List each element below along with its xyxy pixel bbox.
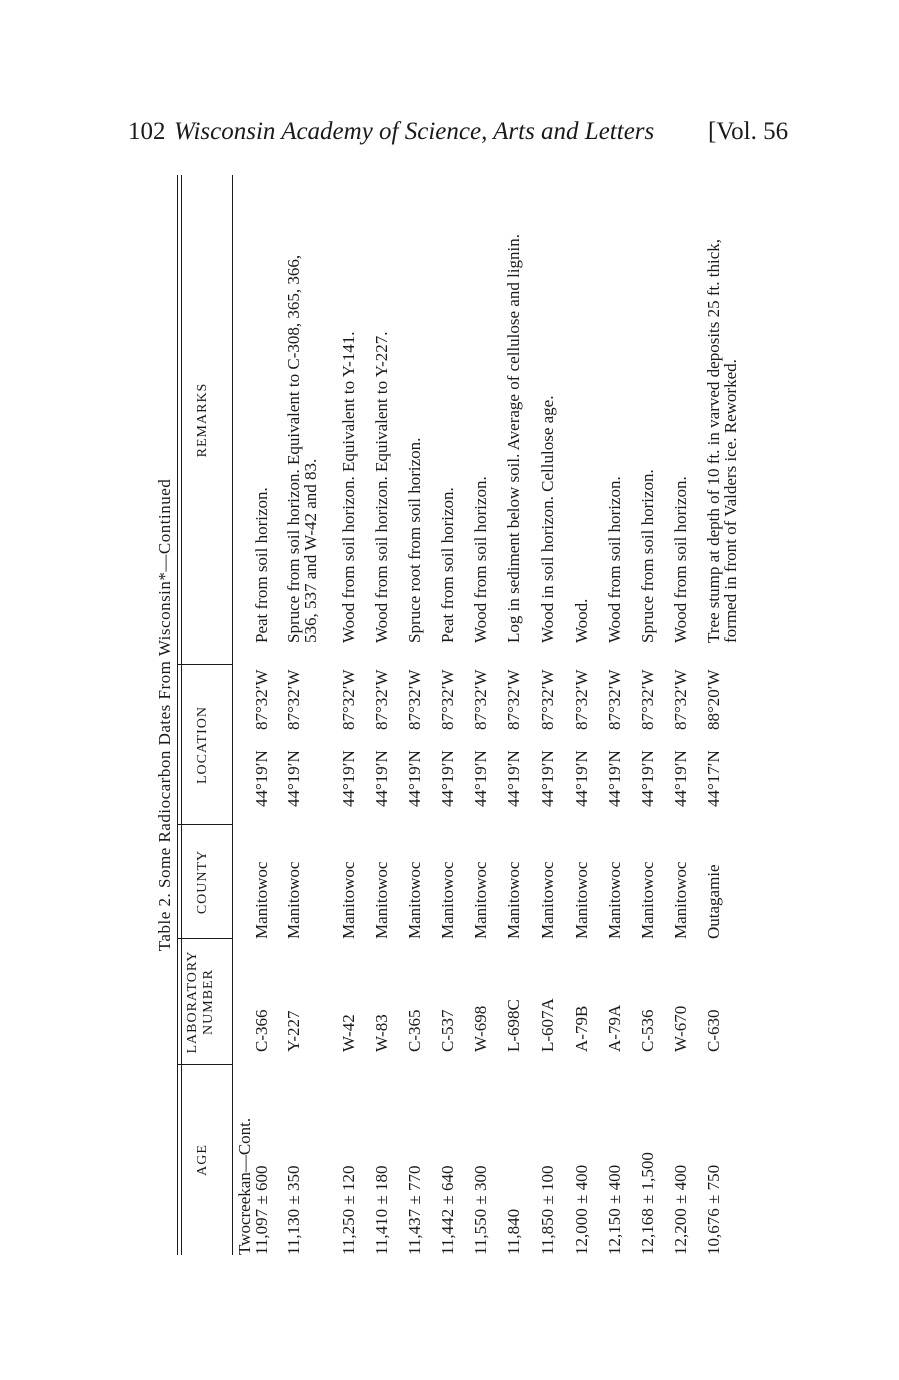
cell-latitude: 44°19′N [471, 750, 490, 807]
cell-lab-number: A-79A [605, 1004, 624, 1052]
cell-lab-number: C-536 [638, 1009, 657, 1052]
cell-remarks: Wood from soil horizon. Equivalent to Y-227. [372, 331, 391, 643]
cell-longitude: 88°20′W [704, 669, 723, 730]
cell-longitude: 87°32′W [339, 669, 358, 730]
cell-county: Manitowoc [405, 861, 424, 939]
cell-lab-number: W-698 [471, 1005, 490, 1052]
table-top-rule-double [181, 175, 182, 1255]
cell-age: 11,097 ± 600 [252, 1165, 271, 1255]
table-title: Table 2. Some Radiocarbon Dates From Wisconsin*—Continued [155, 478, 174, 952]
cell-remarks: Spruce root from soil horizon. [405, 437, 424, 643]
cell-lab-number: W-670 [671, 1005, 690, 1052]
cell-remarks: Wood from soil horizon. [671, 476, 690, 643]
cell-remarks: Peat from soil horizon. [252, 487, 271, 643]
header-location: LOCATION [195, 706, 210, 784]
cell-longitude: 87°32′W [372, 669, 391, 730]
cell-age: 11,550 ± 300 [471, 1165, 490, 1255]
cell-latitude: 44°19′N [538, 750, 557, 807]
cell-county: Manitowoc [504, 861, 523, 939]
age-group-label: Twocreekan—Cont. [235, 1117, 254, 1255]
cell-county: Manitowoc [538, 861, 557, 939]
header-remarks: REMARKS [195, 382, 210, 458]
running-head [128, 118, 808, 152]
volume-label: [Vol. 56 [708, 118, 789, 145]
cell-remarks: Spruce from soil horizon. [638, 469, 657, 643]
cell-longitude: 87°32′W [572, 669, 591, 730]
header-county: COUNTY [195, 849, 210, 915]
cell-remarks: formed in front of Valders ice. Reworked. [721, 359, 740, 643]
cell-remarks: Log in sediment below soil. Average of cellulose and lignin. [504, 233, 523, 643]
radiocarbon-table [155, 175, 805, 1255]
cell-county: Manitowoc [438, 861, 457, 939]
cell-age: 11,250 ± 120 [339, 1165, 358, 1255]
cell-latitude: 44°19′N [284, 750, 303, 807]
cell-age: 11,840 [504, 1208, 523, 1255]
cell-age: 11,850 ± 100 [538, 1165, 557, 1255]
header-age: AGE [195, 1144, 210, 1176]
cell-latitude: 44°19′N [438, 750, 457, 807]
cell-age: 11,130 ± 350 [284, 1165, 303, 1255]
page-number: 102 [128, 118, 166, 145]
cell-county: Manitowoc [605, 861, 624, 939]
cell-longitude: 87°32′W [405, 669, 424, 730]
table-top-rule [177, 175, 178, 1255]
cell-age: 12,150 ± 400 [605, 1164, 624, 1255]
cell-lab-number: W-42 [339, 1014, 358, 1052]
cell-lab-number: C-630 [704, 1009, 723, 1052]
cell-remarks: Tree stump at depth of 10 ft. in varved deposits 25 ft. thick, [704, 238, 723, 643]
cell-latitude: 44°19′N [671, 750, 690, 807]
cell-remarks: Peat from soil horizon. [438, 487, 457, 643]
cell-remarks: Wood from soil horizon. [605, 476, 624, 643]
cell-latitude: 44°19′N [405, 750, 424, 807]
cell-longitude: 87°32′W [471, 669, 490, 730]
cell-latitude: 44°19′N [252, 750, 271, 807]
cell-lab-number: A-79B [572, 1005, 591, 1052]
cell-latitude: 44°19′N [638, 750, 657, 807]
cell-remarks: Wood from soil horizon. Equivalent to Y-141. [339, 331, 358, 643]
cell-latitude: 44°19′N [605, 750, 624, 807]
cell-county: Manitowoc [671, 861, 690, 939]
cell-county: Manitowoc [572, 861, 591, 939]
cell-longitude: 87°32′W [671, 669, 690, 730]
cell-longitude: 87°32′W [504, 669, 523, 730]
journal-title: Wisconsin Academy of Science, Arts and Letters [174, 118, 655, 145]
cell-remarks: Spruce from soil horizon. Equivalent to C-308, 365, 366, [284, 254, 303, 643]
cell-remarks: Wood from soil horizon. [471, 476, 490, 643]
header-laboratory-number: LABORATORY NUMBER [185, 950, 216, 1054]
cell-longitude: 87°32′W [605, 669, 624, 730]
cell-latitude: 44°19′N [372, 750, 391, 807]
cell-remarks: Wood in soil horizon. Cellulose age. [538, 395, 557, 643]
header-bottom-rule [232, 175, 233, 1255]
cell-age: 11,442 ± 640 [438, 1165, 457, 1255]
cell-age: 11,410 ± 180 [372, 1165, 391, 1255]
cell-longitude: 87°32′W [284, 669, 303, 730]
cell-longitude: 87°32′W [638, 669, 657, 730]
cell-lab-number: L-607A [538, 998, 557, 1052]
cell-longitude: 87°32′W [538, 669, 557, 730]
cell-county: Manitowoc [471, 861, 490, 939]
cell-lab-number: Y-227 [284, 1010, 303, 1052]
cell-age: 10,676 ± 750 [704, 1164, 723, 1255]
cell-lab-number: C-365 [405, 1009, 424, 1052]
cell-lab-number: W-83 [372, 1014, 391, 1052]
cell-remarks: Wood. [572, 598, 591, 643]
cell-longitude: 87°32′W [438, 669, 457, 730]
cell-county: Manitowoc [339, 861, 358, 939]
cell-latitude: 44°19′N [504, 750, 523, 807]
cell-age: 12,200 ± 400 [671, 1164, 690, 1255]
cell-age: 11,437 ± 770 [405, 1165, 424, 1255]
cell-latitude: 44°17′N [704, 750, 723, 807]
cell-age: 12,000 ± 400 [572, 1164, 591, 1255]
cell-longitude: 87°32′W [252, 669, 271, 730]
cell-county: Manitowoc [638, 861, 657, 939]
cell-lab-number: C-366 [252, 1009, 271, 1052]
cell-remarks: 536, 537 and W-42 and 83. [301, 458, 320, 643]
cell-county: Manitowoc [252, 861, 271, 939]
cell-age: 12,168 ± 1,500 [638, 1152, 657, 1255]
cell-lab-number: C-537 [438, 1009, 457, 1052]
cell-lab-number: L-698C [504, 999, 523, 1052]
cell-latitude: 44°19′N [339, 750, 358, 807]
cell-latitude: 44°19′N [572, 750, 591, 807]
cell-county: Manitowoc [372, 861, 391, 939]
cell-county: Manitowoc [284, 861, 303, 939]
cell-county: Outagamie [704, 864, 723, 939]
